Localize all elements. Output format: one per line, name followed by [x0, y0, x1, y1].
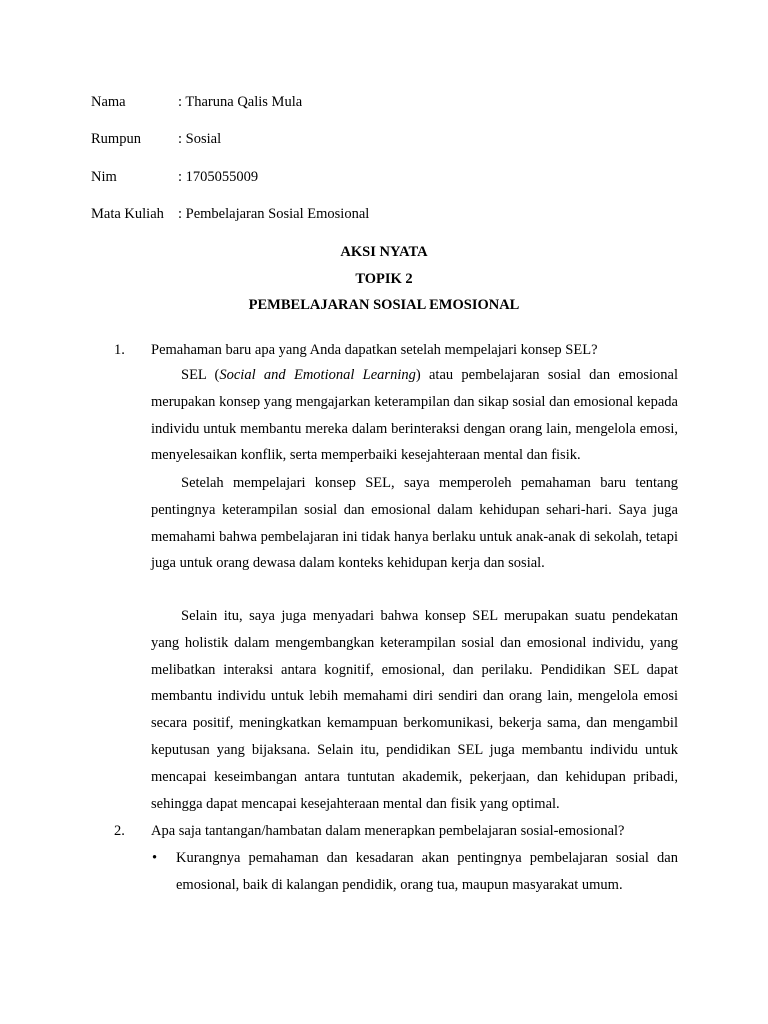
info-label: Nim: [91, 169, 117, 185]
info-row-mata-kuliah: [91, 205, 369, 223]
answer-1-paragraph-2: Setelah mempelajari konsep SEL, saya memperoleh pemahaman baru tentang pentingnya keterampilan sosial dan emosional dalam kehidupan sehari-hari. Saya juga memahami bahwa pembelajaran ini tidak hanya berlaku untuk anak-anak di sekolah, tetapi juga untuk orang dewasa dalam konteks kehidupan kerja dan sosial.: [151, 475, 678, 572]
info-value: : Sosial: [178, 131, 222, 147]
question-1-text: Pemahaman baru apa yang Anda dapatkan setelah mempelajari konsep SEL?: [151, 342, 598, 358]
para1-rest: ) atau pembelajaran sosial dan emosional merupakan konsep yang mengajarkan keterampilan dan sikap sosial dan emosional kepada individu untuk membantu mereka dalam berinteraksi dengan orang lain, mengelola emosi, menyelesaikan konflik, serta memperbaiki kesejahteraan mental dan fisik.: [151, 367, 678, 464]
info-row-nim: [91, 168, 258, 186]
para1-italic-term: Social and Emotional Learning: [219, 367, 416, 383]
question-2-text: Apa saja tantangan/hambatan dalam menerapkan pembelajaran sosial-emosional?: [151, 823, 625, 839]
info-value: : Tharuna Qalis Mula: [178, 94, 303, 110]
info-label: Rumpun: [91, 131, 141, 147]
question-2-number: 2.: [114, 823, 125, 839]
title-main: PEMBELAJARAN SOSIAL EMOSIONAL: [248, 297, 520, 313]
answer-1-paragraph-1: [151, 362, 678, 469]
info-value: : 1705055009: [178, 169, 259, 185]
answer-1-paragraph-3: Selain itu, saya juga menyadari bahwa konsep SEL merupakan suatu pendekatan yang holistik dalam mengembangkan keterampilan sosial dan emosional individu, yang melibatkan interaksi antara kognitif, emosional, dan perilaku. Pendidikan SEL dapat membantu individu untuk lebih memahami diri sendiri dan orang lain, mengelola emosi secara positif, meningkatkan kemampuan berkomunikasi, bekerja sama, dan mengambil keputusan yang bijaksana. Selain itu, pendidikan SEL juga membantu individu untuk mencapai keseimbangan antara tuntutan akademik, pekerjaan, dan kehidupan pribadi, sehingga dapat mencapai kesejahteraan mental dan fisik yang optimal.: [151, 608, 678, 812]
question-1-number: 1.: [114, 342, 125, 358]
para1-start: SEL (: [181, 367, 220, 383]
title-aksi-nyata: AKSI NYATA: [340, 244, 428, 260]
answer-2-bullet-1: Kurangnya pemahaman dan kesadaran akan pentingnya pembelajaran sosial dan emosional, baik di kalangan pendidik, orang tua, maupun masyarakat umum.: [176, 850, 678, 893]
info-label: Mata Kuliah: [91, 206, 164, 222]
info-label: Nama: [91, 94, 126, 110]
info-row-rumpun: [91, 130, 221, 148]
info-value: : Pembelajaran Sosial Emosional: [178, 206, 370, 222]
info-row-nama: [91, 93, 302, 111]
bullet-icon: •: [152, 850, 158, 866]
title-topik: TOPIK 2: [355, 271, 413, 287]
